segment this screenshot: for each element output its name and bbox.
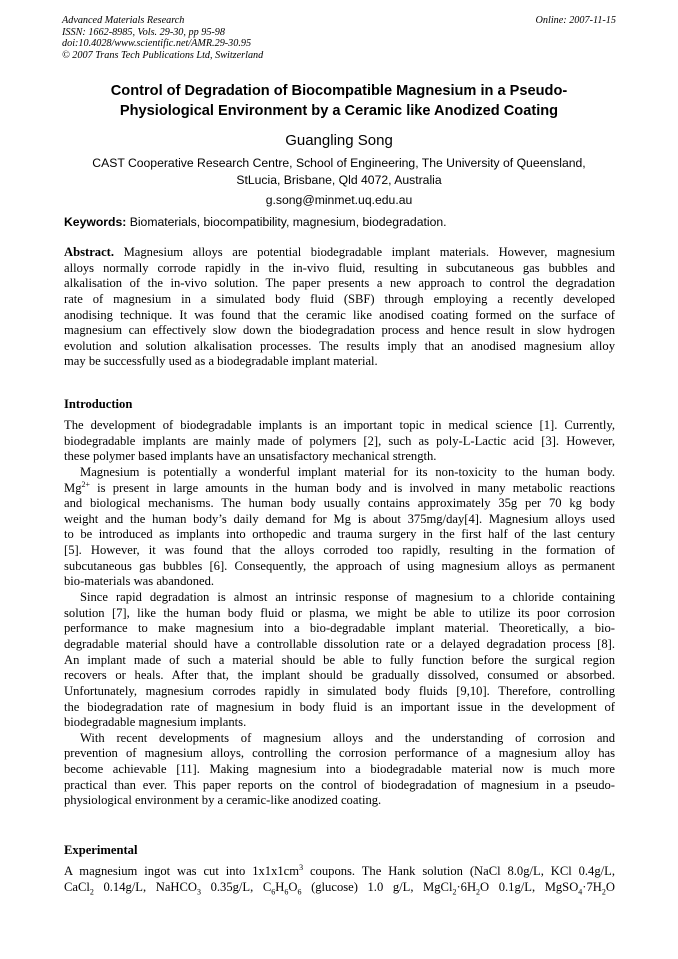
intro-p2-line: weight and the human body’s daily demand for Mg is about 375mg/day[4]. Magnesium alloys used	[64, 511, 615, 526]
mg-symbol: Mg	[64, 480, 82, 495]
exp-text: ·7H	[582, 879, 602, 894]
intro-p1-line: The development of biodegradable implants is an important topic in medical science [1]. Currently,	[64, 418, 615, 432]
abstract-line: evolution and solution alkalisation processes. The results imply that an anodised magnesium alloy	[64, 338, 615, 353]
abstract-line: alkalisation of the in-vivo solution. The paper presents a new approach to control the degradation	[64, 276, 615, 291]
intro-p1-line: biodegradable implants are mainly made of polymers [2], such as poly-L-Lactic acid [3]. However,	[64, 433, 615, 448]
title-line-2: Physiological Environment by a Ceramic like Anodized Coating	[119, 103, 559, 119]
exp-sub: 2	[89, 887, 94, 896]
affiliation	[62, 155, 616, 189]
doi-line: doi:10.4028/www.scientific.net/AMR.29-30.95	[62, 38, 252, 50]
exp-text: CaCl	[64, 879, 90, 894]
experimental-body	[64, 864, 615, 895]
intro-p4-line: physiological environment by a ceramic-like anodized coating.	[64, 793, 382, 808]
intro-p2-line: and biological mechanisms. The human body usually contains approximately 35g per 70 kg body	[64, 496, 615, 511]
introduction-heading: Introduction	[64, 397, 133, 411]
abstract-line: may be successfully used as a biodegradable implant material.	[64, 354, 378, 369]
online-date: Online: 2007-11-15	[535, 15, 616, 26]
exp-text: O 0.1g/L, MgSO	[480, 879, 579, 894]
author-name: Guangling Song	[285, 132, 393, 149]
exp-text: ·6H	[456, 879, 477, 894]
intro-p3-line: Unfortunately, magnesium corrodes rapidly in simulated body fluids [9,10]. Therefore, controlling	[64, 683, 615, 698]
intro-p2-line: Magnesium is potentially a wonderful implant material for its non-toxicity to the human body.	[80, 464, 615, 479]
abstract-line: rate of magnesium in a simulated body fluid (SBF) through employing a recently developed	[64, 291, 615, 306]
abstract-line	[64, 245, 615, 261]
affiliation-line-2: StLucia, Brisbane, Qld 4072, Australia	[236, 173, 442, 187]
paper-title	[62, 81, 616, 121]
exp-sub: 6	[284, 887, 289, 896]
author-email: g.song@minmet.uq.edu.au	[265, 193, 413, 207]
journal-header	[62, 15, 616, 61]
intro-p3-line: the biodegradation rate of magnesium in body fluid is an important issue in the development of	[64, 699, 615, 714]
exp-text: O	[605, 879, 615, 894]
introduction-body	[64, 418, 615, 809]
intro-p4-line: With recent developments of magnesium alloys and the understanding of corrosion and	[80, 730, 615, 745]
issn-line: ISSN: 1662-8985, Vols. 29-30, pp 95-98	[62, 26, 225, 38]
exp-line	[64, 864, 615, 880]
exp-sub: 6	[271, 887, 276, 896]
exp-text: 0.14g/L, NaHCO	[93, 879, 198, 894]
experimental-heading: Experimental	[64, 843, 138, 857]
affiliation-line-1: CAST Cooperative Research Centre, School of Engineering, The University of Queensland,	[92, 156, 586, 170]
intro-p2-line: subcutaneous gas bubbles [6]. Consequently, the approach of using magnesium alloys as permanent	[64, 558, 615, 573]
exp-text: O	[288, 879, 298, 894]
exp-sub: 3	[197, 887, 202, 896]
intro-p4-line: become achievable [11]. Making magnesium into a biodegradable material now is much more	[64, 762, 615, 777]
abstract-line: anodising technique. It was found that the ceramic like anodised coating formed on the surface of	[64, 307, 615, 322]
exp-line	[64, 880, 615, 896]
intro-p4-line: prevention of magnesium alloys, controlling the corrosion performance of a magnesium alloy has	[64, 746, 615, 761]
exp-sub: 2	[452, 887, 457, 896]
abstract	[64, 245, 615, 370]
intro-p3-line: recovers or heals. After that, the implant should be gradually dissolved, consumed or absorbed.	[64, 668, 615, 683]
intro-p2-line: [5]. However, it was found that the alloys corroded too rapidly, resulting in the formation of	[64, 543, 615, 558]
copyright-line: © 2007 Trans Tech Publications Ltd, Switzerland	[62, 49, 264, 61]
keywords	[64, 214, 616, 231]
abstract-text: Magnesium alloys are potential biodegradable implant materials. However, magnesium	[114, 245, 615, 259]
exp-sub: 2	[601, 887, 606, 896]
keywords-text: Biomaterials, biocompatibility, magnesium, biodegradation.	[126, 215, 447, 229]
exp-sub: 6	[297, 887, 302, 896]
mg-charge: 2+	[81, 480, 91, 489]
intro-p3-line: performance to make magnesium into a bio-degradable implant material. Theoretically, a bio-	[64, 621, 615, 636]
intro-p3-line: biodegradable magnesium implants.	[64, 715, 247, 730]
intro-p3-line: Since rapid degradation is almost an intrinsic response of magnesium to a chloride containing	[80, 590, 615, 605]
exp-sub: 4	[578, 887, 583, 896]
abstract-line: magnesium can effectively slow down the biodegradation process and hence result in slow hydrogen	[64, 323, 615, 338]
intro-p3-line: An implant made of such a material should be able to fully function before the surgical region	[64, 652, 615, 667]
intro-p1-line: these polymer based implants have an unsatisfactory mechanical strength.	[64, 449, 437, 464]
journal-name: Advanced Materials Research	[62, 15, 185, 26]
exp-text: H	[275, 879, 285, 894]
intro-p2-line	[64, 481, 615, 497]
abstract-label: Abstract.	[64, 245, 115, 259]
exp-text: coupons. The Hank solution (NaCl 8.0g/L, KCl 0.4g/L,	[303, 864, 615, 878]
intro-p2-text: is present in large amounts in the human body and is involved in many metabolic reactions	[90, 480, 615, 495]
intro-p3-line: degradable material should have a controllable dissolution rate or a delayed degradation process [8].	[64, 636, 615, 651]
exp-text: (glucose) 1.0 g/L, MgCl	[301, 879, 453, 894]
abstract-line: alloys normally corrode rapidly in the in-vivo fluid, resulting in subcutaneous gas bubbles and	[64, 260, 615, 275]
intro-p2-line: to be introduced as implants into orthopedic and trauma surgery in the first half of the last century	[64, 527, 615, 542]
exp-text: A magnesium ingot was cut into 1x1x1cm	[64, 864, 300, 878]
exp-text: 0.35g/L, C	[201, 879, 272, 894]
intro-p3-line: solution [7], like the human body fluid or plasma, we might be able to utilize its poor corrosion	[64, 605, 615, 620]
exp-sup: 3	[299, 864, 304, 872]
title-line-1: Control of Degradation of Biocompatible Magnesium in a Pseudo-	[110, 83, 568, 99]
keywords-label: Keywords:	[64, 215, 127, 229]
intro-p2-line: bio-materials was abandoned.	[64, 574, 215, 589]
exp-sub: 2	[476, 887, 481, 896]
intro-p4-line: practical than ever. This paper reports on the control of biodegradation of magnesium in a pseudo-	[64, 777, 615, 792]
